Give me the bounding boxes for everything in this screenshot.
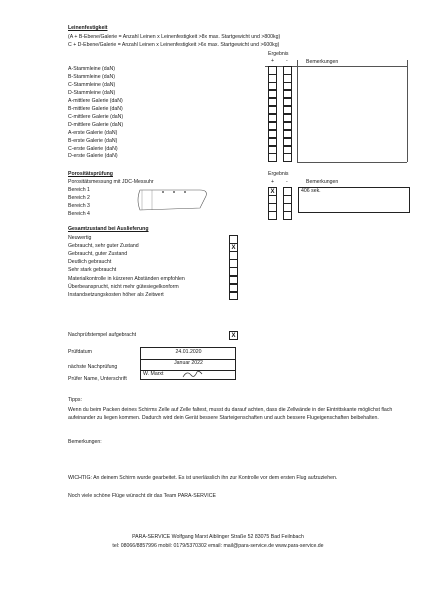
pruefer-value[interactable]: W. Marxt	[143, 371, 164, 377]
leinen-heading: Leinenfestigkeit	[68, 25, 108, 31]
zustand-item-1-plus-checkbox[interactable]: X	[229, 243, 238, 252]
leinen-bemerkungen-label: Bemerkungen	[306, 59, 339, 65]
poro-item-0-label: Bereich 1	[68, 187, 90, 193]
poro-remark-text: 406 sek.	[301, 188, 321, 194]
zustand-item-0-label: Neuwertig	[68, 235, 92, 241]
zustand-item-5-label: Materialkontrolle in kürzeren Abständen empfohlen	[68, 275, 185, 282]
leinen-item-10-label: C-erste Galerie (daN)	[68, 145, 118, 152]
naechste-value[interactable]: Januar 2022	[174, 360, 203, 366]
wichtig-note: WICHTIG: An deinem Schirm wurde gearbeitet. Es ist unerlässlich ihn zur Kontrolle vor dem ersten Flug aufzuziehen.	[68, 475, 338, 481]
bemerkungen-footer-label: Bemerkungen:	[68, 439, 102, 445]
poro-plus-label: +	[271, 179, 275, 185]
pruefung-table	[140, 347, 236, 380]
zustand-item-1-label: Gebraucht, sehr guter Zustand	[68, 243, 139, 250]
zustand-item-4-label: Sehr stark gebraucht	[68, 267, 117, 274]
poro-item-2-label: Bereich 3	[68, 203, 90, 209]
zustand-item-6-label: Überbeansprucht, nicht mehr gütesiegelkonform	[68, 283, 179, 290]
leinen-item-11-label: D-erste Galerie (daN)	[68, 153, 118, 160]
poro-minus-label: -	[286, 179, 288, 185]
footer-line-2: tel: 08066/8857996 mobil: 0179/5370302 email: mail@para-service.de www.para-service.de	[112, 543, 324, 549]
leinen-item-2-label: C-Stammleine (daN)	[68, 81, 116, 88]
poro-item-0-plus-checkbox[interactable]: X	[268, 187, 277, 196]
leinen-item-0-label: A-Stammleine (daN)	[68, 66, 115, 72]
leinen-rule-1: (A + B-Ebene/Galerie = Anzahl Leinen x Leinenfestigkeit >8x max. Startgewicht und >800kg)	[68, 34, 281, 40]
leinen-ergebnis-label: Ergebnis	[268, 51, 289, 57]
leinen-item-6-label: C-mittlere Galerie (daN)	[68, 113, 124, 120]
pruefdatum-label: Prüfdatum	[68, 349, 92, 355]
stempel-label: Nachprüfstempel aufgebracht	[68, 332, 137, 338]
poro-heading: Porositätsprüfung	[68, 171, 113, 177]
leinen-item-7-label: D-mittlere Galerie (daN)	[68, 121, 124, 128]
poro-item-3-minus-checkbox[interactable]	[283, 211, 292, 220]
footer-line-1: PARA-SERVICE Wolfgang Marxt Aiblinger Straße 52 83075 Bad Feilnbach	[132, 534, 304, 540]
poro-remark-box[interactable]	[298, 187, 410, 213]
tipps-heading: Tipps:	[68, 397, 82, 403]
poro-ergebnis-label: Ergebnis	[268, 171, 289, 177]
leinen-rule-2: C + D-Ebene/Galerie = Anzahl Leinen x Leinenfestigkeit >6x max. Startgewicht und >600kg)	[68, 42, 280, 48]
leinen-plus-label: +	[271, 58, 275, 64]
zustand-heading: Gesamtzustand bei Auslieferung	[68, 226, 149, 232]
zustand-item-7-plus-checkbox[interactable]	[229, 292, 238, 301]
stempel-checkbox[interactable]: X	[229, 331, 238, 340]
signature-icon	[181, 369, 205, 380]
leinen-item-9-label: B-erste Galerie (daN)	[68, 137, 118, 144]
leinen-item-11-plus-checkbox[interactable]	[268, 153, 277, 162]
gruss-note: Noch viele schöne Flüge wünscht dir das Team PARA-SERVICE	[68, 493, 216, 499]
poro-measure-label: Porositätsmessung mit JDC-Messuhr	[68, 179, 154, 185]
poro-item-3-label: Bereich 4	[68, 211, 90, 217]
poro-item-3-plus-checkbox[interactable]	[268, 211, 277, 220]
zustand-item-3-label: Deutlich gebraucht	[68, 259, 112, 266]
leinen-item-3-label: D-Stammleine (daN)	[68, 89, 116, 96]
zustand-item-7-label: Instandsetzungskosten höher als Zeitwert	[68, 291, 164, 298]
pruefdatum-value[interactable]: 24.01.2020	[175, 349, 202, 355]
poro-item-1-label: Bereich 2	[68, 195, 90, 201]
wing-sketch-icon	[130, 186, 210, 214]
zustand-item-2-label: Gebraucht, guter Zustand	[68, 251, 128, 258]
tipps-text: Wenn du beim Packen deines Schirms Zelle auf Zelle faltest, musst du darauf achten, dass die Zellwände in der Eintrittskante möglichst flach aufeinander zu liegen kommen. Dadurch wird dein Gerät bessere Starteigenschaften und auch bessere Flugeigenschaften beibehalten.	[68, 407, 393, 422]
naechste-label: nächste Nachprüfung	[68, 364, 118, 370]
leinen-item-4-label: A-mittlere Galerie (daN)	[68, 97, 123, 104]
leinen-item-5-label: B-mittlere Galerie (daN)	[68, 105, 123, 112]
pruefer-label: Prüfer Name, Unterschrift	[68, 376, 127, 382]
leinen-minus-label: -	[286, 58, 288, 64]
leinen-item-11-minus-checkbox[interactable]	[283, 153, 292, 162]
leinen-item-1-label: B-Stammleine (daN)	[68, 73, 115, 80]
leinen-item-8-label: A-erste Galerie (daN)	[68, 129, 118, 136]
poro-bemerkungen-label: Bemerkungen	[306, 179, 339, 185]
